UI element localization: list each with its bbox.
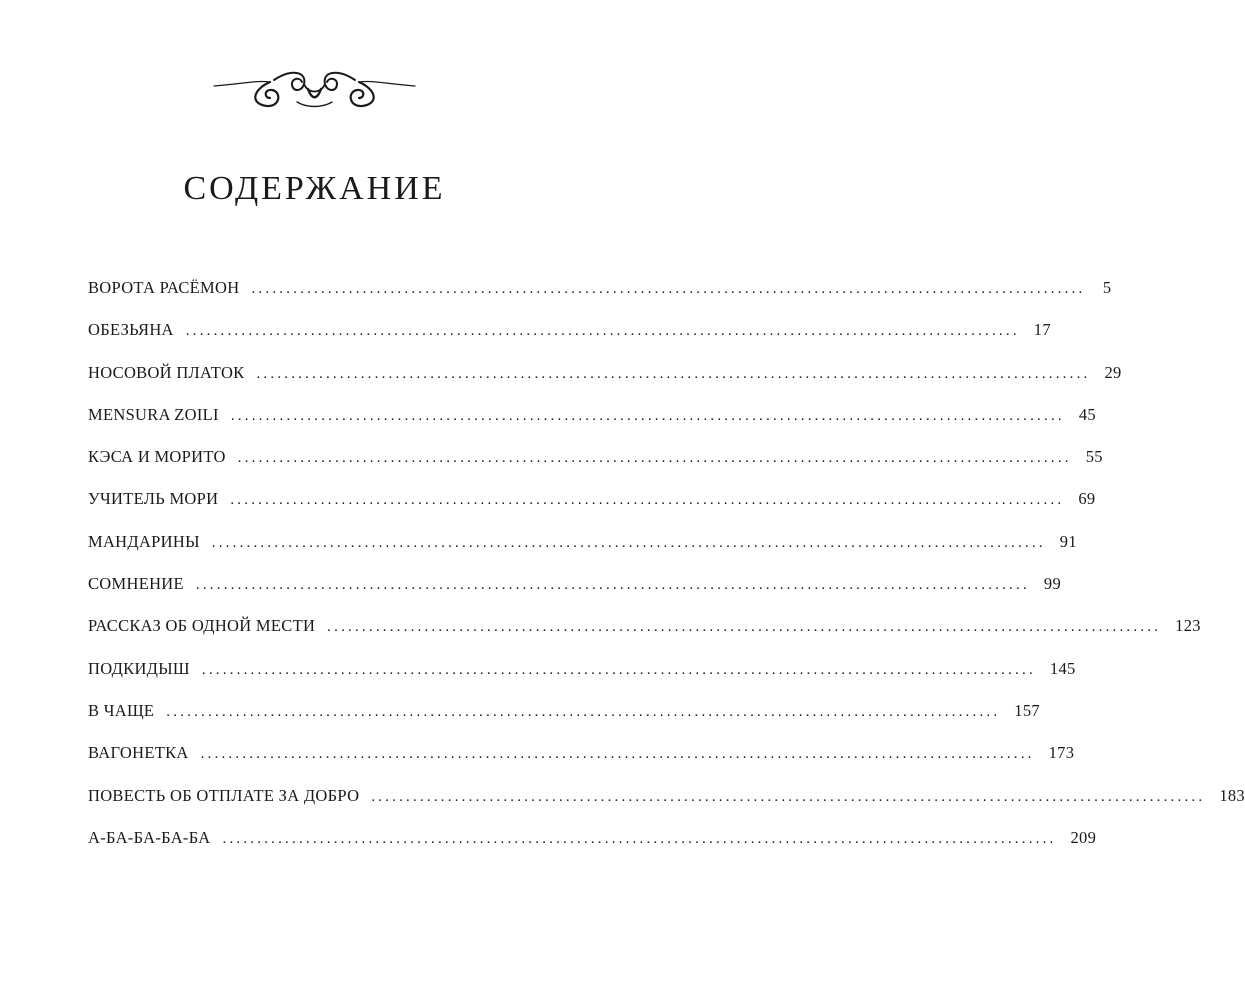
toc-leader-dots: ........................................................................................................................ xyxy=(251,281,1086,297)
toc-entry xyxy=(88,785,1245,828)
toc-leader-dots: ........................................................................................................................ xyxy=(230,407,1065,424)
toc-leader-dots: ........................................................................................................................ xyxy=(200,746,1035,763)
toc-leader-dots: ........................................................................................................................ xyxy=(201,661,1036,678)
toc-entry-title: В ЧАЩЕ xyxy=(88,700,155,720)
toc-entry xyxy=(88,489,1096,531)
toc-entry-page: 157 xyxy=(1014,700,1040,720)
toc-entry xyxy=(88,278,1112,320)
toc-entry xyxy=(88,362,1122,405)
toc-entry-page: 99 xyxy=(1043,574,1062,594)
toc-entry-page: 209 xyxy=(1070,827,1097,847)
toc-entry-page: 17 xyxy=(1033,320,1051,340)
toc-entry-page: 5 xyxy=(1102,278,1112,297)
toc-entry-page: 183 xyxy=(1219,785,1245,805)
toc-entry-title: МАНДАРИНЫ xyxy=(88,531,200,551)
table-of-contents xyxy=(88,278,1245,870)
toc-entry-title: СОМНЕНИЕ xyxy=(88,574,184,594)
toc-leader-dots: ........................................................................................................................ xyxy=(211,534,1046,551)
toc-entry-title: УЧИТЕЛЬ МОРИ xyxy=(88,489,219,509)
toc-entry-page: 123 xyxy=(1175,616,1201,636)
flourish-ornament-icon xyxy=(212,62,417,112)
toc-leader-dots: ........................................................................................................................ xyxy=(195,577,1030,594)
toc-entry-title: А-БА-БА-БА-БА xyxy=(88,827,211,847)
toc-entry xyxy=(88,404,1096,447)
toc-entry-title: MENSURA ZOILI xyxy=(88,404,219,424)
toc-leader-dots: ........................................................................................................................ xyxy=(327,619,1162,636)
toc-entry xyxy=(88,658,1076,701)
toc-leader-dots: ........................................................................................................................ xyxy=(230,492,1065,509)
toc-entry-title: ОБЕЗЬЯНА xyxy=(88,320,174,340)
toc-entry xyxy=(88,616,1201,658)
toc-entry-title: КЭСА И МОРИТО xyxy=(88,447,226,467)
toc-entry xyxy=(88,531,1077,574)
toc-entry-page: 145 xyxy=(1049,658,1076,678)
toc-entry xyxy=(88,700,1040,743)
toc-entry-page: 45 xyxy=(1078,404,1096,424)
toc-entry-page: 29 xyxy=(1104,362,1122,382)
toc-entry xyxy=(88,827,1097,870)
toc-entry-title: ВОРОТА РАСЁМОН xyxy=(88,278,240,297)
toc-entry-title: ПОДКИДЫШ xyxy=(88,658,190,678)
toc-entry xyxy=(88,574,1062,616)
toc-entry xyxy=(88,743,1075,785)
toc-leader-dots: ........................................................................................................................ xyxy=(185,323,1020,340)
toc-entry-page: 91 xyxy=(1059,531,1077,551)
toc-leader-dots: ........................................................................................................................ xyxy=(166,703,1001,720)
toc-entry-page: 55 xyxy=(1085,447,1103,467)
toc-leader-dots: ........................................................................................................................ xyxy=(222,830,1057,847)
toc-entry-title: РАССКАЗ ОБ ОДНОЙ МЕСТИ xyxy=(88,616,316,636)
toc-entry-title: ПОВЕСТЬ ОБ ОТПЛАТЕ ЗА ДОБРО xyxy=(88,785,360,805)
toc-entry-page: 69 xyxy=(1078,489,1096,509)
toc-entry xyxy=(88,447,1103,489)
toc-entry-title: НОСОВОЙ ПЛАТОК xyxy=(88,362,245,382)
toc-entry-title: ВАГОНЕТКА xyxy=(88,743,189,763)
toc-leader-dots: ........................................................................................................................ xyxy=(237,450,1072,467)
toc-entry-page: 173 xyxy=(1048,743,1075,763)
toc-leader-dots: ........................................................................................................................ xyxy=(256,365,1091,382)
toc-entry xyxy=(88,320,1051,362)
toc-leader-dots: ........................................................................................................................ xyxy=(371,788,1206,805)
page-title: СОДЕРЖАНИЕ xyxy=(183,170,446,207)
